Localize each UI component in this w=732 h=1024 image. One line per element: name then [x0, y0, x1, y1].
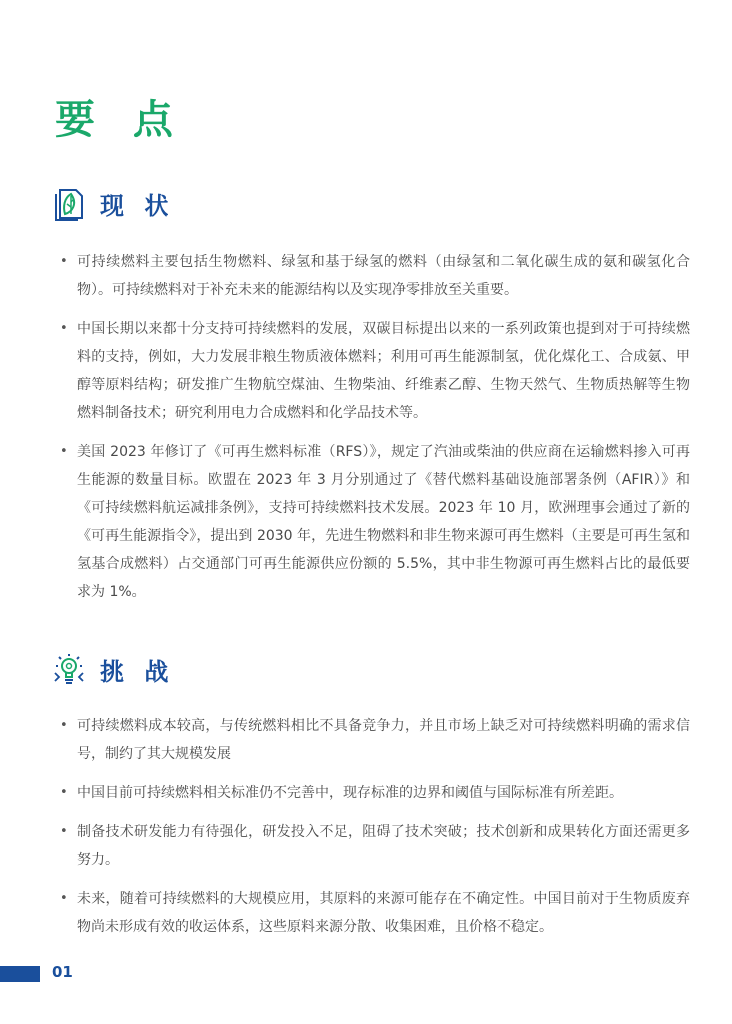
page-title: 要 点 — [55, 97, 185, 143]
list-item: • 可持续燃料成本较高，与传统燃料相比不具备竞争力，并且市场上缺乏对可持续燃料明确的需求信号，制约了其大规模发展 — [60, 712, 690, 768]
footer-accent-bar — [0, 966, 40, 982]
list-item: • 中国长期以来都十分支持可持续燃料的发展，双碳目标提出以来的一系列政策也提到对于可持续燃料的支持，例如，大力发展非粮生物质液体燃料；利用可再生能源制氢，优化煤化工、合成氨、甲醇等原料结构；研发推广生物航空煤油、生物柴油、纤维素乙醇、生物天然气、生物质热解等生物燃料制备技术；研究利用电力合成燃料和化学品技术等。 — [60, 315, 690, 427]
list-item: • 制备技术研发能力有待强化，研发投入不足，阻碍了技术突破；技术创新和成果转化方面还需更多努力。 — [60, 818, 690, 874]
lightbulb-gear-icon — [52, 653, 86, 687]
status-bullet-list — [60, 248, 690, 617]
section-header-status — [52, 186, 174, 221]
section-title-status: 现 状 — [100, 192, 175, 220]
leaf-document-icon — [52, 187, 86, 221]
section-title-challenges: 挑 战 — [100, 658, 175, 686]
list-item: • 中国目前可持续燃料相关标准仍不完善中，现存标准的边界和阈值与国际标准有所差距。 — [60, 779, 690, 807]
section-header-challenges — [52, 652, 174, 687]
list-item: • 美国 2023 年修订了《可再生燃料标准（RFS）》，规定了汽油或柴油的供应商在运输燃料掺入可再生能源的数量目标。欧盟在 2023 年 3 月分别通过了《替代燃料基础设施部署条例（AFIR）》和《可持续燃料航运减排条例》，支持可持续燃料技术发展。2023 年 10 月，欧洲理事会通过了新的《可再生能源指令》，提出到 2030 年，先进生物燃料和非生物来源可再生燃料（主要是可再生氢和氢基合成燃料）占交通部门可再生能源供应份额的 5.5%，其中非生物源可再生燃料占比的最低要求为 1%。 — [60, 438, 690, 606]
list-item: • 可持续燃料主要包括生物燃料、绿氢和基于绿氢的燃料（由绿氢和二氧化碳生成的氨和碳氢化合物）。可持续燃料对于补充未来的能源结构以及实现净零排放至关重要。 — [60, 248, 690, 304]
page-number: 01 — [52, 963, 73, 981]
challenges-bullet-list — [60, 712, 690, 952]
list-item: • 未来，随着可持续燃料的大规模应用，其原料的来源可能存在不确定性。中国目前对于生物质废弃物尚未形成有效的收运体系，这些原料来源分散、收集困难，且价格不稳定。 — [60, 885, 690, 941]
